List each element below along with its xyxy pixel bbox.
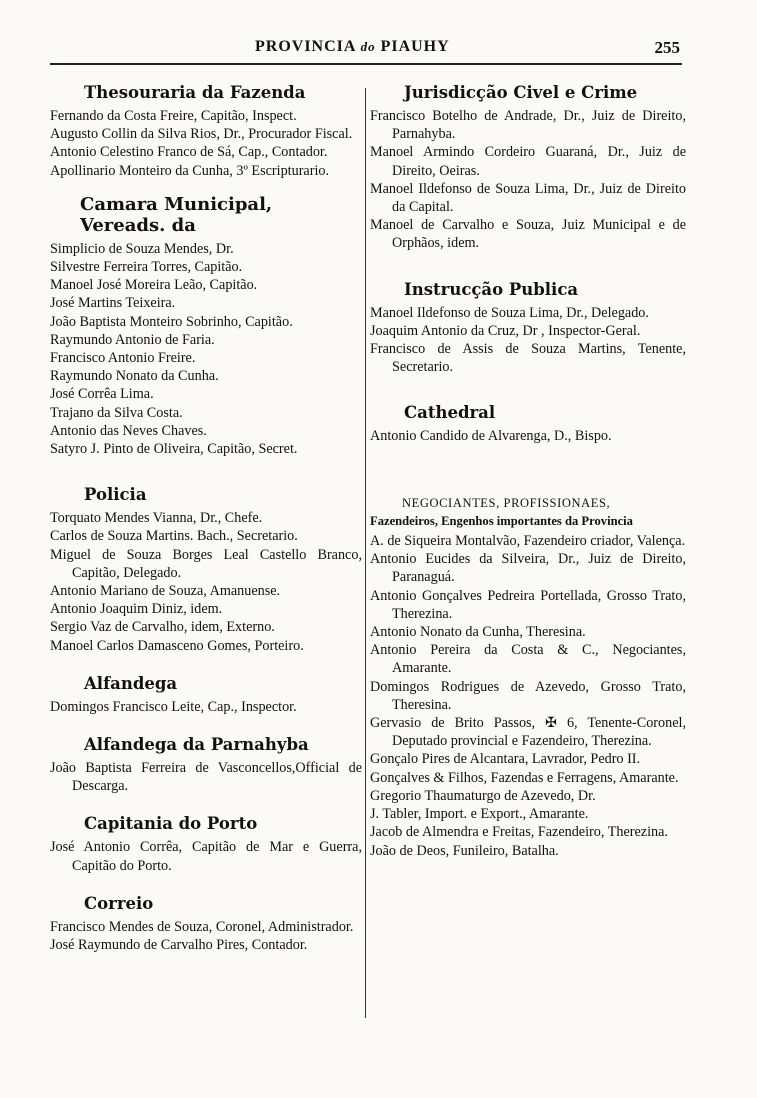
entry: João Baptista Ferreira de Vasconcellos,Official de Descarga.	[50, 760, 362, 795]
entry: Jacob de Almendra e Freitas, Fazendeiro, Therezina.	[370, 824, 668, 841]
header-rule	[50, 63, 682, 65]
entry: Raymundo Antonio de Faria.	[50, 331, 215, 348]
column-divider	[365, 88, 366, 1018]
section-title: Capitania do Porto	[84, 814, 258, 834]
entry: Manoel José Moreira Leão, Capitão.	[50, 277, 258, 294]
negociantes-title: NEGOCIANTES, PROFISSIONAES,	[402, 495, 611, 510]
section-title: Camara Municipal, Vereads. da	[80, 193, 273, 236]
entry: J. Tabler, Import. e Export., Amarante.	[370, 806, 589, 823]
negociantes-subtitle: Fazendeiros, Engenhos importantes da Provincia	[370, 513, 633, 528]
page-header	[50, 38, 680, 64]
entry: Satyro J. Pinto de Oliveira, Capitão, Secret.	[50, 441, 298, 458]
entry: Antonio Celestino Franco de Sá, Cap., Contador.	[50, 144, 328, 161]
entry: Gervasio de Brito Passos, ✠ 6, Tenente-Coronel, Deputado provincial e Fazendeiro, Therezina.	[370, 715, 686, 750]
entry: Antonio Candido de Alvarenga, D., Bispo.	[370, 428, 612, 445]
title-province: PROVINCIA	[255, 38, 361, 55]
entry: Simplicio de Souza Mendes, Dr.	[50, 240, 234, 257]
entry: Antonio Eucides da Silveira, Dr., Juiz de Direito, Paranaguá.	[370, 551, 686, 586]
section-alfandega	[50, 673, 362, 716]
entry: José Raymundo de Carvalho Pires, Contador.	[50, 937, 308, 954]
entry: Domingos Rodrigues de Azevedo, Grosso Trato, Theresina.	[370, 678, 686, 713]
entry: José Antonio Corrêa, Capitão de Mar e Guerra, Capitão do Porto.	[50, 839, 362, 874]
title-de: do	[360, 39, 376, 54]
section-camara-municipal	[50, 194, 362, 458]
entry: Joaquim Antonio da Cruz, Dr , Inspector-Geral.	[370, 322, 641, 339]
section-alfandega-parnahyba	[50, 734, 362, 795]
entry: Manoel de Carvalho e Souza, Juiz Municipal e de Orphãos, idem.	[370, 217, 686, 252]
entry: Antonio Pereira da Costa & C., Negociantes, Amarante.	[370, 642, 686, 677]
section-title: Thesouraria da Fazenda	[84, 83, 306, 102]
section-correio	[50, 893, 362, 954]
section-jurisdiccao	[370, 82, 686, 253]
entry: A. de Siqueira Montalvão, Fazendeiro criador, Valença.	[370, 533, 686, 550]
entry: Sergio Vaz de Carvalho, idem, Externo.	[50, 619, 275, 636]
entry: Augusto Collin da Silva Rios, Dr., Procurador Fiscal.	[50, 126, 353, 143]
entry: Apollinario Monteiro da Cunha, 3º Escripturario.	[50, 162, 330, 179]
section-title: Instrucção Publica	[404, 279, 579, 299]
right-column	[370, 82, 686, 874]
entry: Carlos de Souza Martins. Bach., Secretario.	[50, 528, 298, 545]
entry: José Martins Teixeira.	[50, 295, 176, 312]
entry: Francisco Antonio Freire.	[50, 350, 196, 367]
section-title: Policia	[84, 485, 147, 505]
entry: Manoel Ildefonso de Souza Lima, Dr., Juiz de Direito da Capital.	[370, 180, 686, 216]
title-piauhy: PIAUHY	[375, 38, 450, 55]
section-title: Cathedral	[404, 403, 496, 423]
entry: Francisco de Assis de Souza Martins, Tenente, Secretario.	[370, 341, 686, 376]
entry: Antonio Mariano de Souza, Amanuense.	[50, 583, 281, 600]
entry: Gonçalves & Filhos, Fazendas e Ferragens, Amarante.	[370, 769, 679, 786]
entry: Gonçalo Pires de Alcantara, Lavrador, Pedro II.	[370, 751, 641, 768]
section-instruccao	[370, 279, 686, 377]
page-number: 255	[654, 38, 680, 57]
section-title: Jurisdicção Civel e Crime	[404, 83, 638, 102]
entry: Domingos Francisco Leite, Cap., Inspector.	[50, 698, 297, 715]
section-policia	[50, 484, 362, 655]
entry: Raymundo Nonato da Cunha.	[50, 368, 219, 385]
entry: Manoel Ildefonso de Souza Lima, Dr., Delegado.	[370, 304, 649, 321]
entry: Francisco Botelho de Andrade, Dr., Juiz de Direito, Parnahyba.	[370, 108, 686, 143]
entry: João de Deos, Funileiro, Batalha.	[370, 842, 559, 859]
entry: Gregorio Thaumaturgo de Azevedo, Dr.	[370, 787, 596, 804]
entry: Francisco Mendes de Souza, Coronel, Administrador.	[50, 918, 354, 935]
entry: Silvestre Ferreira Torres, Capitão.	[50, 259, 243, 276]
entry: Antonio Nonato da Cunha, Theresina.	[370, 624, 586, 641]
section-thesouraria	[50, 82, 362, 180]
section-negociantes	[370, 494, 686, 860]
section-cathedral	[370, 402, 686, 445]
entry: Manoel Carlos Damasceno Gomes, Porteiro.	[50, 637, 304, 654]
entry: Antonio Gonçalves Pedreira Portellada, Grosso Trato, Therezina.	[370, 587, 686, 622]
section-title: Alfandega da Parnahyba	[84, 735, 309, 755]
section-title: Alfandega	[84, 673, 178, 693]
entry: Trajano da Silva Costa.	[50, 404, 183, 421]
left-column	[50, 82, 362, 968]
entry: Manoel Armindo Cordeiro Guaraná, Dr., Juiz de Direito, Oeiras.	[370, 144, 686, 179]
section-title: Correio	[84, 893, 154, 913]
entry: Miguel de Souza Borges Leal Castello Branco, Capitão, Delegado.	[50, 546, 362, 581]
entry: Fernando da Costa Freire, Capitão, Inspect.	[50, 108, 297, 124]
entry: Torquato Mendes Vianna, Dr., Chefe.	[50, 510, 263, 527]
entry: Antonio Joaquim Diniz, idem.	[50, 601, 223, 618]
section-capitania-porto	[50, 813, 362, 874]
entry: Antonio das Neves Chaves.	[50, 422, 207, 439]
entry: João Baptista Monteiro Sobrinho, Capitão.	[50, 313, 293, 330]
entry: José Corrêa Lima.	[50, 386, 154, 403]
page-title	[255, 38, 450, 56]
